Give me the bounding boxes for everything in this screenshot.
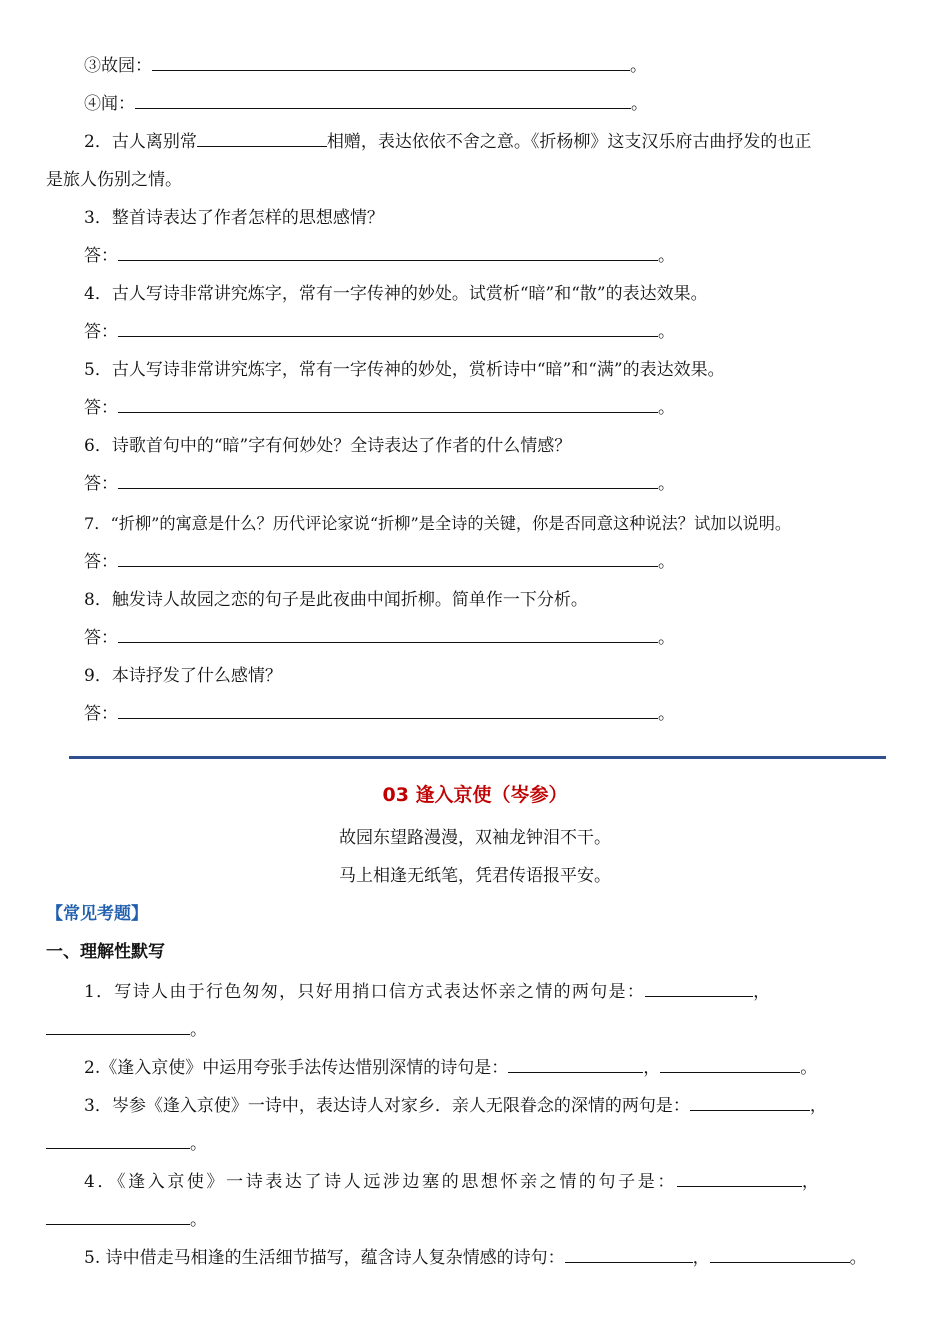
item-3-blank[interactable] <box>152 54 630 71</box>
subheading: 一、理解性默写 <box>46 942 165 962</box>
section-title: 03 逢入京使（岑参） <box>382 784 568 806</box>
fill-1-text: 1．写诗人由于行色匆匆，只好用捎口信方式表达怀亲之情的两句是： <box>84 982 646 1002</box>
fill-3-blank-a[interactable] <box>690 1094 810 1111</box>
answer-end: 。 <box>658 398 675 418</box>
answer-end: 。 <box>658 628 675 648</box>
item-4-label: ④闻： <box>84 94 135 114</box>
fill-4-text: 4．《逢入京使》一诗表达了诗人远涉边塞的思想怀亲之情的句子是： <box>84 1172 677 1192</box>
question-6-text: 6．诗歌首句中的“暗”字有何妙处？全诗表达了作者的什么情感？ <box>84 436 572 456</box>
answer-blank[interactable] <box>118 396 658 413</box>
fill-1-row <box>84 980 771 1004</box>
fill-3-row-2 <box>46 1132 207 1156</box>
poem-line-2: 马上相逢无纸笔，凭君传语报平安。 <box>339 866 611 886</box>
item-3-row <box>84 54 647 78</box>
question-7-text: 7．“折柳”的寓意是什么？历代评论家说“折柳”是全诗的关键，你是否同意这种说法？试加以说明。 <box>84 514 792 533</box>
question-5-answer-row <box>84 396 675 420</box>
common-questions-tag: 【常见考题】 <box>46 904 148 924</box>
answer-label: 答： <box>84 322 118 342</box>
fill-2-text: 2.《逢入京使》中运用夸张手法传达惜别深情的诗句是： <box>84 1058 509 1078</box>
fill-4-comma: ， <box>801 1172 822 1192</box>
question-2-line2: 是旅人伤别之情。 <box>46 170 182 190</box>
fill-2-row <box>84 1056 817 1080</box>
fill-2-end: 。 <box>800 1058 818 1078</box>
question-2-after: 相赠，表达依依不舍之意。《折杨柳》这支汉乐府古曲抒发的也正 <box>326 132 812 152</box>
fill-4-row <box>84 1170 822 1194</box>
fill-4-row-2 <box>46 1208 207 1232</box>
answer-label: 答： <box>84 246 118 266</box>
question-7-answer-row <box>84 550 675 574</box>
answer-end: 。 <box>658 704 675 724</box>
item-4-blank[interactable] <box>135 92 631 109</box>
answer-end: 。 <box>658 322 675 342</box>
question-3-text: 3．整首诗表达了作者怎样的思想感情？ <box>84 208 384 228</box>
fill-2-blank-b[interactable] <box>660 1056 800 1073</box>
question-8-answer-row <box>84 626 675 650</box>
fill-4-blank-b[interactable] <box>46 1208 190 1225</box>
answer-label: 答： <box>84 628 118 648</box>
question-9-answer-row <box>84 702 675 726</box>
answer-end: 。 <box>658 474 675 494</box>
answer-blank[interactable] <box>118 626 658 643</box>
question-4-text: 4．古人写诗非常讲究炼字，常有一字传神的妙处。试赏析“暗”和“散”的表达效果。 <box>84 284 708 304</box>
answer-blank[interactable] <box>118 320 658 337</box>
question-3-answer-row <box>84 244 675 268</box>
question-6-answer-row <box>84 472 675 496</box>
answer-label: 答： <box>84 704 118 724</box>
fill-3-blank-b[interactable] <box>46 1132 190 1149</box>
answer-blank[interactable] <box>118 244 658 261</box>
fill-5-end: 。 <box>849 1248 867 1268</box>
fill-3-row <box>84 1094 827 1118</box>
fill-5-comma: ， <box>692 1248 710 1268</box>
item-3-label: ③故园： <box>84 56 152 76</box>
fill-5-text: 5. 诗中借走马相逢的生活细节描写，蕴含诗人复杂情感的诗句： <box>84 1248 565 1268</box>
fill-4-blank-a[interactable] <box>677 1170 802 1187</box>
answer-label: 答： <box>84 398 118 418</box>
fill-3-text: 3．岑参《逢入京使》一诗中，表达诗人对家乡．亲人无限眷念的深情的两句是： <box>84 1096 690 1116</box>
question-9-text: 9．本诗抒发了什么感情？ <box>84 666 282 686</box>
fill-3-end: 。 <box>190 1134 207 1154</box>
fill-1-row-2 <box>46 1018 207 1042</box>
answer-label: 答： <box>84 552 118 572</box>
question-4-answer-row <box>84 320 675 344</box>
item-3-end: 。 <box>630 56 647 76</box>
fill-1-end: 。 <box>190 1020 207 1040</box>
answer-blank[interactable] <box>118 550 658 567</box>
fill-5-row <box>84 1246 867 1270</box>
fill-2-comma: ， <box>643 1058 661 1078</box>
question-2-blank[interactable] <box>197 130 327 147</box>
question-5-text: 5．古人写诗非常讲究炼字，常有一字传神的妙处，赏析诗中“暗”和“满”的表达效果。 <box>84 360 725 380</box>
question-2-row <box>84 130 811 154</box>
question-2-before: 2．古人离别常 <box>84 132 197 152</box>
item-4-end: 。 <box>631 94 648 114</box>
question-8-text: 8．触发诗人故园之恋的句子是此夜曲中闻折柳。简单作一下分析。 <box>84 590 588 610</box>
answer-label: 答： <box>84 474 118 494</box>
fill-1-blank-a[interactable] <box>645 980 753 997</box>
fill-5-blank-b[interactable] <box>710 1246 850 1263</box>
answer-blank[interactable] <box>118 472 658 489</box>
fill-4-end: 。 <box>190 1210 207 1230</box>
answer-end: 。 <box>658 552 675 572</box>
fill-2-blank-a[interactable] <box>508 1056 643 1073</box>
fill-5-blank-a[interactable] <box>565 1246 693 1263</box>
section-divider <box>69 756 886 759</box>
answer-blank[interactable] <box>118 702 658 719</box>
fill-3-comma: ， <box>809 1096 827 1116</box>
answer-end: 。 <box>658 246 675 266</box>
fill-1-comma: ， <box>753 982 772 1002</box>
poem-line-1: 故园东望路漫漫，双袖龙钟泪不干。 <box>339 828 611 848</box>
item-4-row <box>84 92 648 116</box>
fill-1-blank-b[interactable] <box>46 1018 190 1035</box>
